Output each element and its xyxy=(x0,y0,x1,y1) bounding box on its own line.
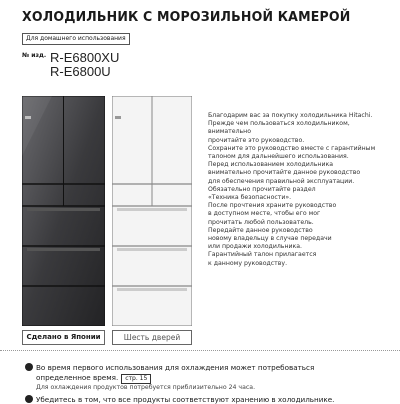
description-line: Гарантийный талон прилагается xyxy=(208,251,317,259)
description-line: Сохраните это руководство вместе с гарантийным xyxy=(208,144,376,152)
bullet-icon xyxy=(25,395,33,403)
description-line: для обеспечения правильной эксплуатации. xyxy=(208,177,355,185)
cooling-time-note: Для охлаждения продуктов потребуется приблизительно 24 часа. xyxy=(36,384,256,391)
white-fridge-image xyxy=(112,96,192,326)
description-line: прочитайте это руководство. xyxy=(208,136,305,144)
first-use-note-cont-text: определенное время. xyxy=(36,373,119,382)
household-use-badge: Для домашнего использования xyxy=(22,33,130,45)
description-line: Обязательно прочитайте раздел xyxy=(208,185,316,193)
dark-fridge-image xyxy=(22,96,105,326)
page-title: ХОЛОДИЛЬНИК С МОРОЗИЛЬНОЙ КАМЕРОЙ xyxy=(22,9,351,25)
model-number-2: R-E6800U xyxy=(50,64,111,79)
first-use-note xyxy=(25,363,314,372)
description-line: «Техника безопасности». xyxy=(208,194,292,202)
six-doors-caption: Шесть дверей xyxy=(112,330,192,345)
description-line: к данному руководству. xyxy=(208,259,288,267)
bullet-icon xyxy=(25,363,33,371)
description-line: Благодарим вас за покупку холодильника Hitachi. xyxy=(208,112,373,119)
model-number-label: № изд. xyxy=(22,52,47,59)
description-line: прочитать любой пользователь. xyxy=(208,218,314,226)
page-reference-link[interactable]: стр. 15 xyxy=(121,374,151,384)
model-number-1: R-E6800XU xyxy=(50,50,120,65)
description-line: Передайте данное руководство xyxy=(208,226,313,234)
description-line: После прочтения храните руководство xyxy=(208,202,337,210)
description-line: Перед использованием холодильника xyxy=(208,161,334,169)
description-line: Прежде чем пользоваться холодильником, внимательно xyxy=(208,120,350,136)
food-note-text: Убедитесь в том, что все продукты соответствуют хранению в холодильнике. xyxy=(36,395,335,404)
first-use-note-text: Во время первого использования для охлаждения может потребоваться xyxy=(36,363,315,372)
description-line: внимательно прочитайте данное руководство xyxy=(208,169,361,177)
description-text xyxy=(208,112,388,268)
description-line: или продажи холодильника. xyxy=(208,243,303,251)
description-line: талоном для дальнейшего использования. xyxy=(208,153,349,161)
made-in-japan-caption: Сделано в Японии xyxy=(22,330,105,345)
section-divider xyxy=(0,350,400,351)
description-line: в доступном месте, чтобы его мог xyxy=(208,210,321,218)
description-line: новому владельцу в случае передачи xyxy=(208,235,332,243)
